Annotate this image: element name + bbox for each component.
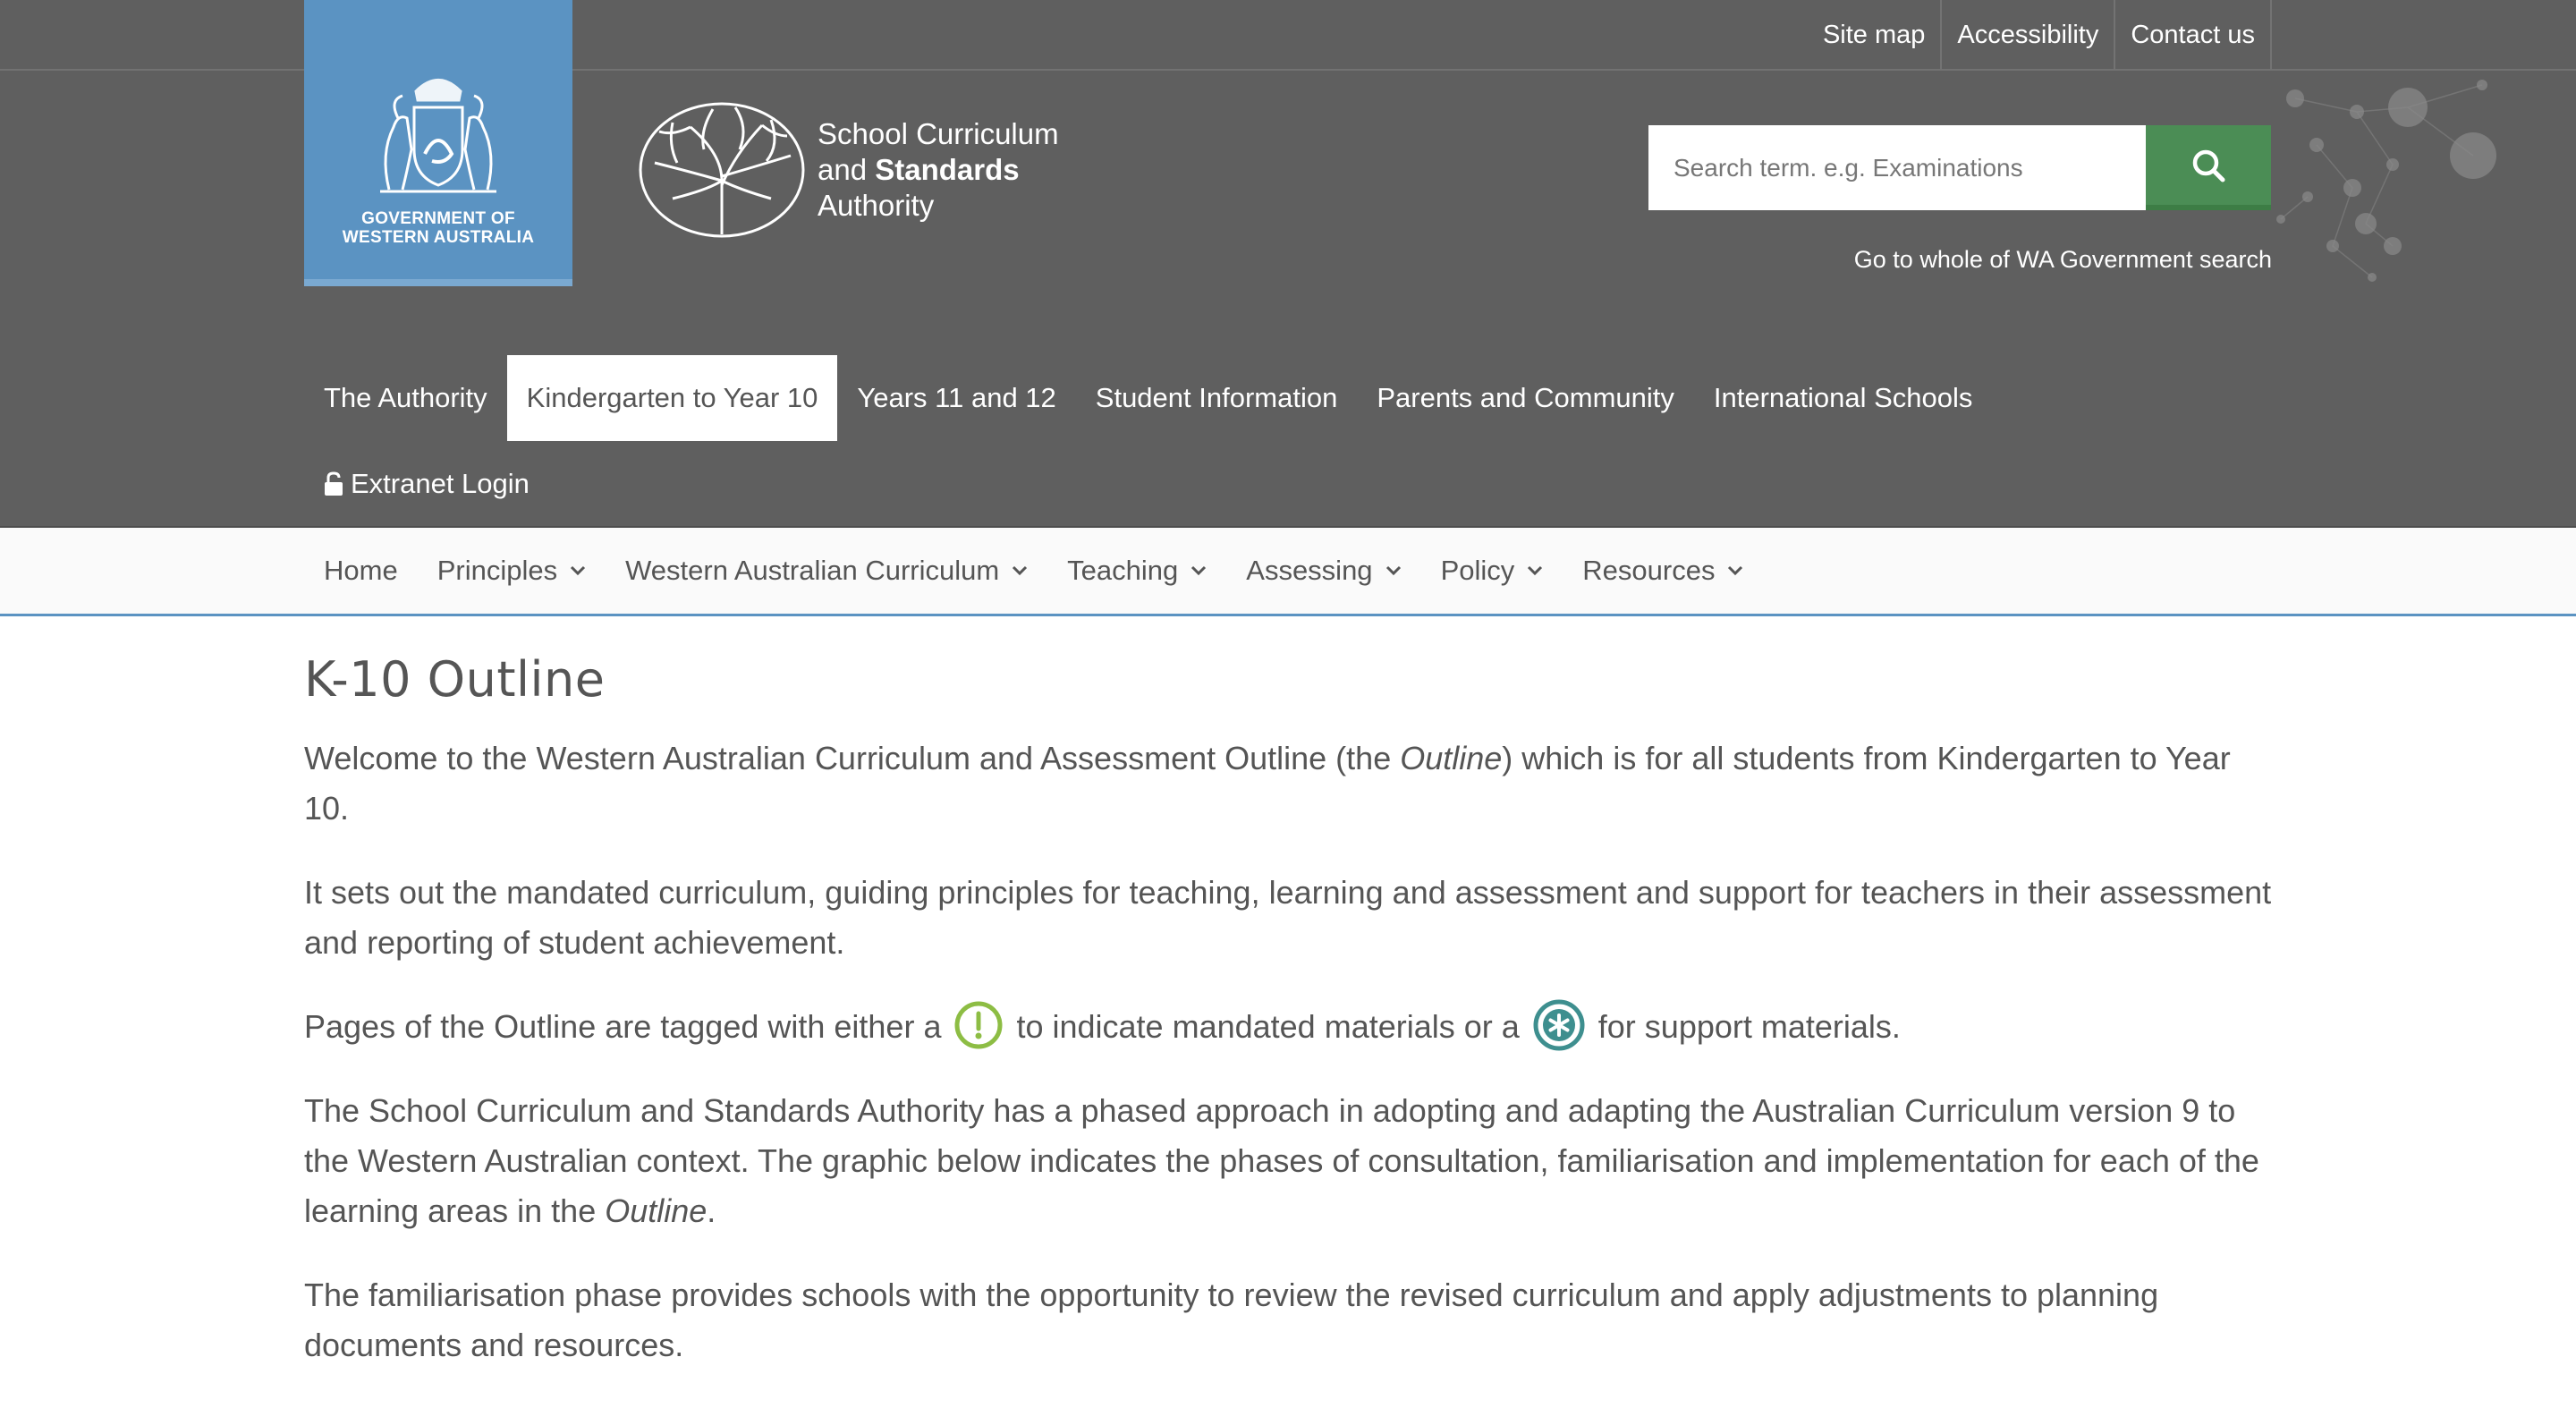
scsa-logo-line2a: and <box>818 153 876 186</box>
main-nav <box>304 355 2272 527</box>
subnav-home[interactable] <box>304 528 418 614</box>
intro-text-a: Welcome to the Western Australian Curriculum and Assessment Outline (the <box>304 740 1401 776</box>
sub-nav <box>0 528 2576 616</box>
nav-student-information[interactable]: Student Information <box>1095 382 1338 413</box>
subnav-assessing[interactable] <box>1226 528 1420 614</box>
nav-extranet-login[interactable] <box>304 441 549 527</box>
tag-text-b: to indicate mandated materials or a <box>1007 1008 1529 1045</box>
site-map-link[interactable]: Site map <box>1822 20 1926 49</box>
nav-parents-and-community[interactable]: Parents and Community <box>1377 382 1674 413</box>
subnav-resources-label: Resources <box>1582 555 1716 586</box>
chevron-down-icon <box>1191 565 1207 576</box>
gov-logo-text <box>343 209 534 247</box>
scsa-logo-line1: School Curriculum <box>818 117 1059 150</box>
subnav-wac-label: Western Australian Curriculum <box>625 555 1000 586</box>
main-content <box>304 644 2272 1404</box>
nav-kindergarten-to-year-10[interactable]: Kindergarten to Year 10 <box>507 355 838 441</box>
unlock-icon <box>324 471 343 496</box>
phased-outline-em: Outline <box>605 1192 708 1230</box>
scsa-logo-text <box>818 116 1059 224</box>
subnav-policy[interactable] <box>1421 528 1563 614</box>
search-input[interactable] <box>1648 125 2146 210</box>
decorative-network-dots <box>2254 63 2540 295</box>
chevron-down-icon <box>1385 565 1402 576</box>
scsa-logo-line2 <box>818 152 1059 188</box>
gov-logo-line2: WESTERN AUSTRALIA <box>342 228 535 247</box>
phased-text-a: The School Curriculum and Standards Authority has a phased approach in adopting and adapting the Australian Curriculum version 9 to the Western Australian context. The graphic below indicates the phases of consultation, familiarisation and implementation for each of the learning areas in the <box>304 1092 2259 1230</box>
utility-links <box>1808 0 2272 70</box>
chevron-down-icon <box>1727 565 1743 576</box>
chevron-down-icon <box>570 565 586 576</box>
subnav-resources[interactable] <box>1563 528 1763 614</box>
phased-approach-paragraph <box>304 1086 2272 1236</box>
gov-logo-line1: GOVERNMENT OF <box>361 209 515 228</box>
main-nav-row <box>304 355 2272 441</box>
subnav-western-australian-curriculum[interactable] <box>606 528 1047 614</box>
wa-government-search-link[interactable]: Go to whole of WA Government search <box>1853 246 2272 273</box>
coat-of-arms-icon <box>362 64 514 199</box>
search-button[interactable] <box>2146 125 2271 210</box>
tree-logo-icon <box>637 100 807 240</box>
scsa-logo[interactable] <box>637 100 1059 240</box>
mandated-paragraph: It sets out the mandated curriculum, guiding principles for teaching, learning and assessment and support for teachers in their assessment and reporting of student achievement. <box>304 874 2272 961</box>
phased-text-b: . <box>707 1192 716 1230</box>
tag-text-a: Pages of the Outline are tagged with either a <box>304 1008 951 1045</box>
subnav-policy-label: Policy <box>1440 555 1515 586</box>
subnav-home-label: Home <box>324 555 398 586</box>
familiarisation-paragraph: The familiarisation phase provides schools with the opportunity to review the revised curriculum and apply adjustments to planning documents and resources. <box>304 1277 2159 1364</box>
intro-text-b: ) which is for all students from Kindergarten to Year 10. <box>304 740 2231 827</box>
subnav-principles[interactable] <box>418 528 606 614</box>
accessibility-link[interactable]: Accessibility <box>1940 0 2114 70</box>
tag-text-c: for support materials. <box>1589 1008 1901 1045</box>
subnav-assessing-label: Assessing <box>1246 555 1373 586</box>
subnav-principles-label: Principles <box>436 555 558 586</box>
subnav-teaching[interactable] <box>1047 528 1226 614</box>
page-title: K-10 Outline <box>304 651 606 708</box>
tag-paragraph <box>304 1002 2272 1052</box>
subnav-teaching-label: Teaching <box>1067 555 1179 586</box>
chevron-down-icon <box>1527 565 1543 576</box>
main-nav-row-2 <box>304 441 2272 527</box>
wa-government-logo[interactable] <box>304 0 572 286</box>
scsa-logo-line3: Authority <box>818 189 935 222</box>
nav-years-11-and-12[interactable]: Years 11 and 12 <box>857 382 1056 413</box>
nav-the-authority[interactable]: The Authority <box>324 382 487 413</box>
contact-us-link[interactable]: Contact us <box>2114 0 2272 70</box>
extranet-login-label: Extranet Login <box>351 468 530 499</box>
intro-outline-em: Outline <box>1400 740 1503 776</box>
scsa-logo-line2b: Standards <box>875 153 1020 186</box>
nav-international-schools[interactable]: International Schools <box>1713 382 1973 413</box>
search-icon <box>2190 148 2226 183</box>
mandated-exclamation-icon <box>953 1000 1004 1050</box>
site-header <box>0 0 2576 528</box>
support-asterisk-icon <box>1532 998 1586 1052</box>
chevron-down-icon <box>1012 565 1028 576</box>
intro-paragraph <box>304 734 2272 834</box>
